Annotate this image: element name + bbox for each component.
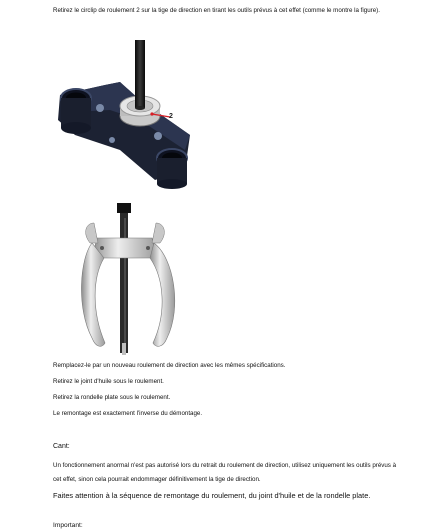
step-3: Retirez la rondelle plate sous le roulement. (53, 394, 171, 401)
step-2: Retirez le joint d'huile sous le roulement. (53, 378, 164, 385)
step-1: Remplacez-le par un nouveau roulement de direction avec les mêmes spécifications. (53, 362, 286, 369)
bearing-puller-figure (72, 198, 202, 360)
caution-line-2: cet effet, sinon cela pourrait endommager définitivement la tige de direction. (53, 476, 261, 483)
caution-line-1: Un fonctionnement anormal n'est pas autorisé lors du retrait du roulement de direction, utilisez uniquement les outils prévus à (53, 462, 397, 469)
next-heading: Important: (53, 522, 83, 529)
step-4: Le remontage est exactement l'inverse du démontage. (53, 410, 203, 417)
intro-instruction: Retirez le circlip de roulement 2 sur la tige de direction en tirant les outils prévus à cet effet (comme le montre la figure). (53, 7, 380, 14)
caution-heading: Cant: (53, 443, 70, 450)
triple-clamp-figure (50, 40, 200, 190)
caution-line-3: Faites attention à la séquence de remontage du roulement, du joint d'huile et de la rondelle plate. (53, 491, 371, 500)
figure-callout-2: 2 (169, 113, 173, 120)
